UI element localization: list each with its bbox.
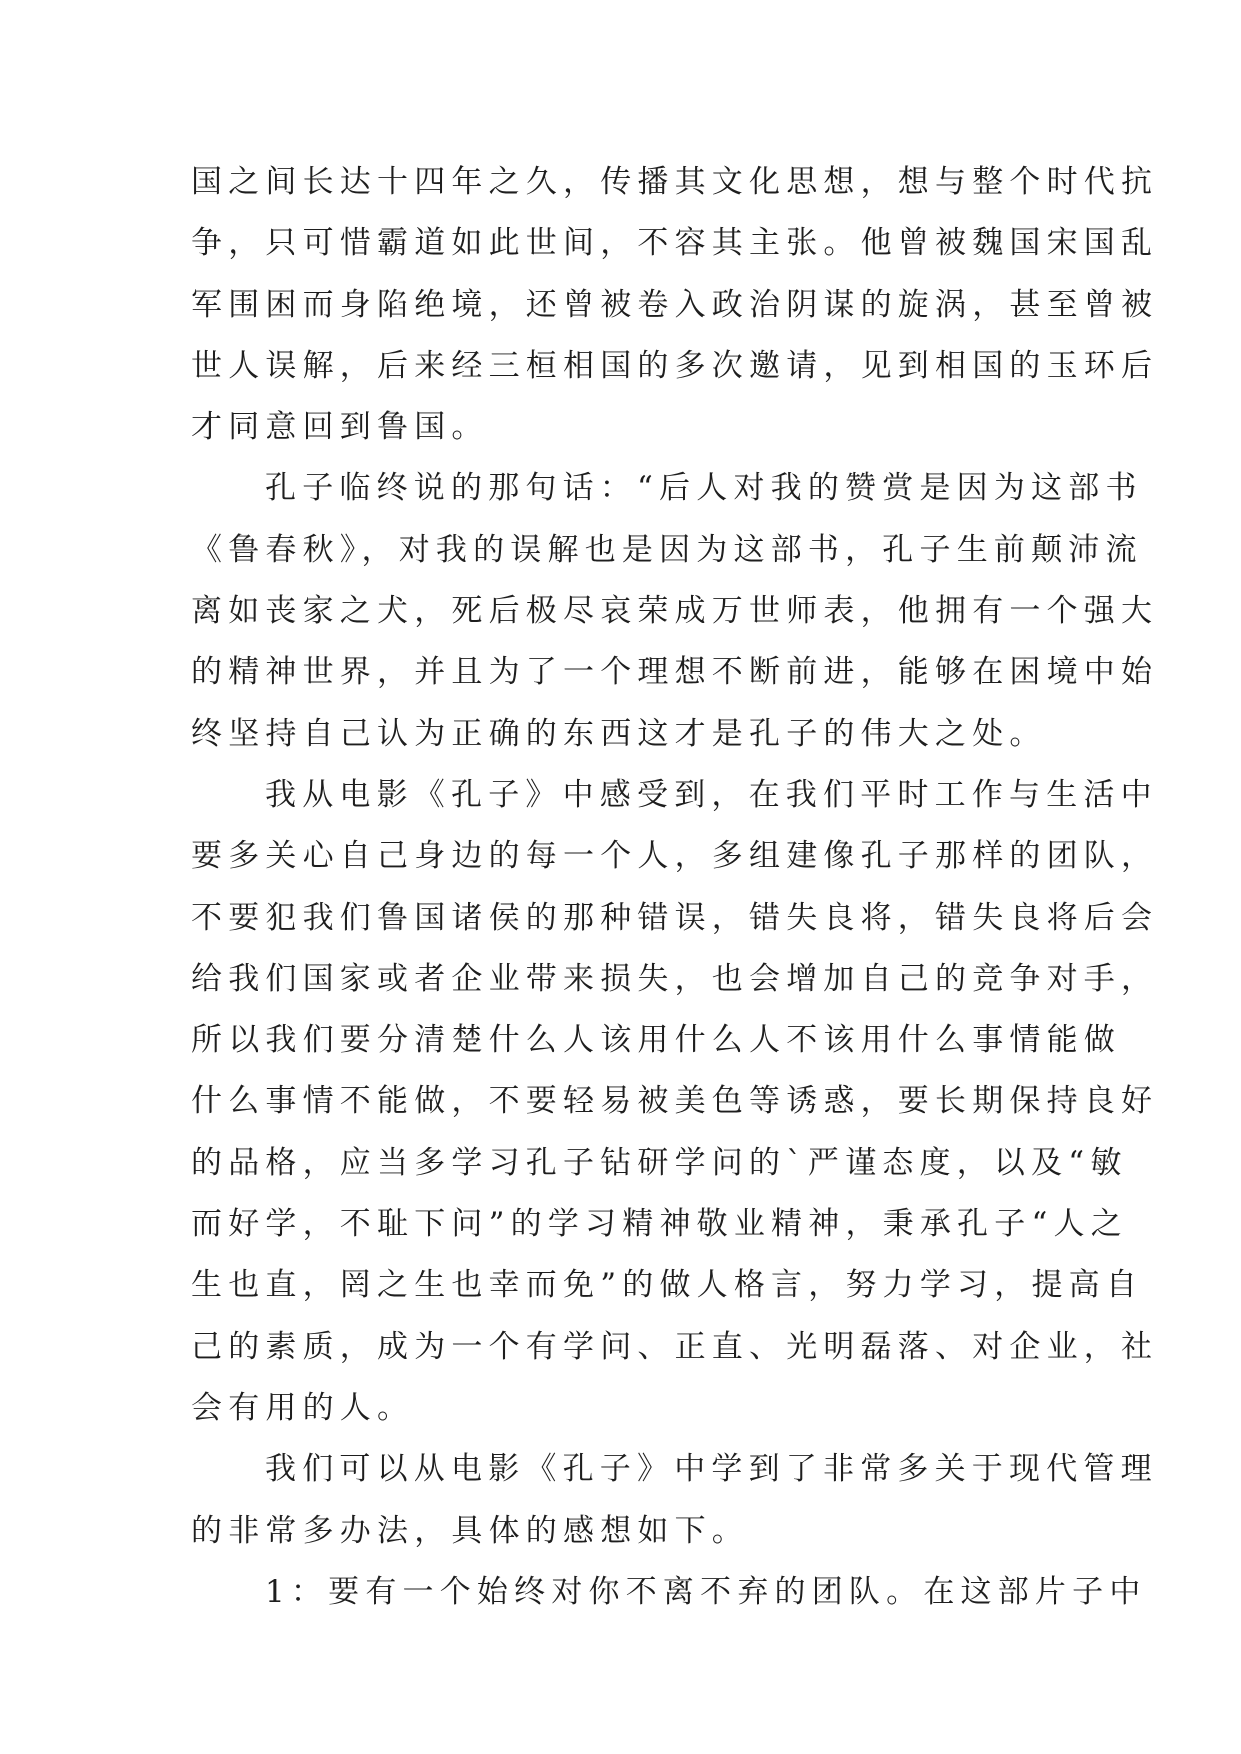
text-line-18: 而好学，不耻下问”的学习精神敬业精神，秉承孔子“人之 [191, 1206, 1128, 1243]
text-line-23: 的非常多办法，具体的感想如下。 [191, 1512, 749, 1549]
text-line-15: 所以我们要分清楚什么人该用什么人不该用什么事情能做 [191, 1022, 1121, 1059]
text-line-20: 己的素质，成为一个有学问、正直、光明磊落、对企业，社 [191, 1328, 1159, 1365]
text-line-24: 1：要有一个始终对你不离不弃的团队。在这部片子中 [265, 1573, 1147, 1610]
text-line-17: 的品格，应当多学习孔子钻研学问的`严谨态度，以及“敏 [191, 1144, 1128, 1181]
text-line-8: 离如丧家之犬，死后极尽哀荣成万世师表，他拥有一个强大 [191, 593, 1159, 630]
text-line-14: 给我们国家或者企业带来损失，也会增加自己的竞争对手， [191, 960, 1159, 997]
document-body [191, 162, 1159, 1633]
text-line-11: 我从电影《孔子》中感受到，在我们平时工作与生活中 [265, 776, 1158, 813]
text-line-22: 我们可以从电影《孔子》中学到了非常多关于现代管理 [265, 1451, 1158, 1488]
text-line-19: 生也直，罔之生也幸而免”的做人格言，努力学习，提高自 [191, 1267, 1144, 1304]
text-line-2: 争，只可惜霸道如此世间，不容其主张。他曾被魏国宋国乱 [191, 225, 1159, 262]
text-line-10: 终坚持自己认为正确的东西这才是孔子的伟大之处。 [191, 715, 1047, 752]
text-line-21: 会有用的人。 [191, 1389, 415, 1426]
text-line-7: 《鲁春秋》，对我的误解也是因为这部书，孔子生前颠沛流 [191, 531, 1143, 568]
text-line-16: 什么事情不能做，不要轻易被美色等诱惑，要长期保持良好 [191, 1083, 1159, 1120]
text-line-13: 不要犯我们鲁国诸侯的那种错误，错失良将，错失良将后会 [191, 899, 1159, 936]
text-line-1: 国之间长达十四年之久，传播其文化思想，想与整个时代抗 [191, 164, 1159, 200]
text-line-12: 要多关心自己身边的每一个人，多组建像孔子那样的团队， [191, 838, 1159, 875]
text-line-3: 军围困而身陷绝境，还曾被卷入政治阴谋的旋涡，甚至曾被 [191, 286, 1159, 323]
text-line-4: 世人误解，后来经三桓相国的多次邀请，见到相国的玉环后 [191, 347, 1159, 384]
text-line-6: 孔子临终说的那句话：“后人对我的赞赏是因为这部书 [265, 470, 1143, 507]
text-line-9: 的精神世界，并且为了一个理想不断前进，能够在困境中始 [191, 654, 1159, 691]
text-line-5: 才同意回到鲁国。 [191, 409, 489, 446]
